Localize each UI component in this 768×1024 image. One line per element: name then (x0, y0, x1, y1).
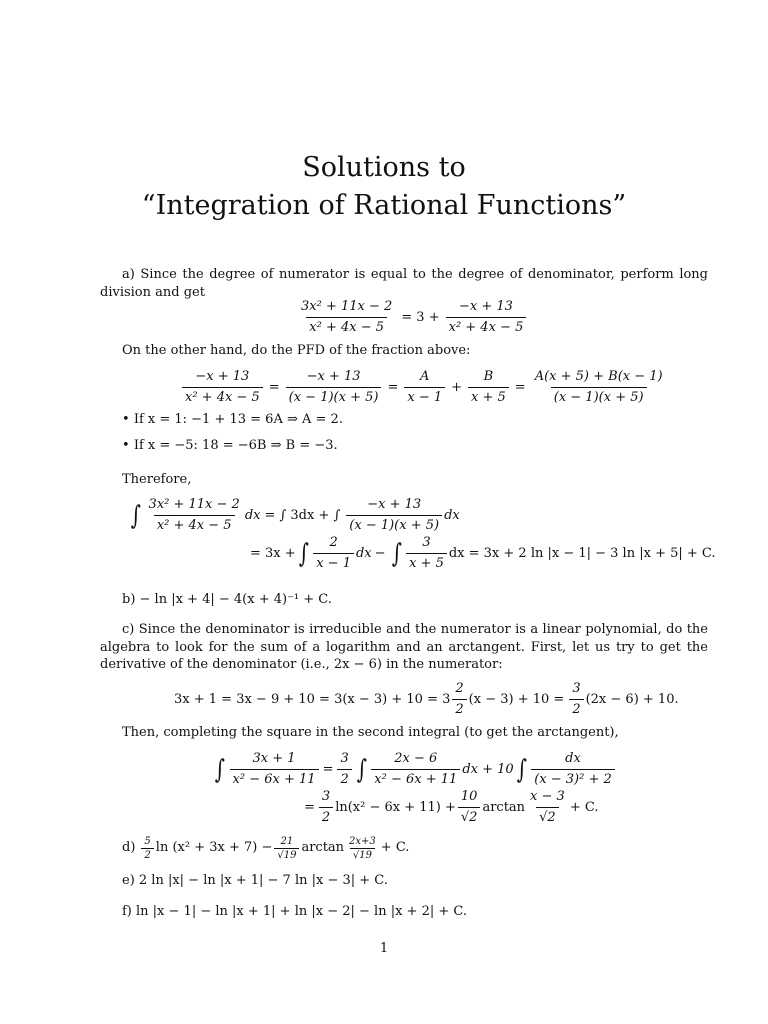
part-a-intro-text: a) Since the degree of numerator is equal to the degree of denominator, perform long division and get (100, 267, 708, 300)
equation-text: ln (x² + 3x + 7) − (155, 840, 273, 856)
part-label: d) (122, 840, 136, 856)
denominator: √19 (350, 848, 375, 861)
denominator: x² + 4x − 5 (154, 515, 235, 535)
part-c-intro-text: c) Since the denominator is irreducible and the numerator is a linear polynomial, do the algebra to look for the sum of a logarithm and an arctangent. First, let us try to get the derivative of the denominator (i.e., 2x − 6) in the numerator: (100, 622, 708, 673)
denominator: x² − 6x + 11 (230, 769, 319, 789)
numerator: 3x² + 11x − 2 (148, 497, 240, 512)
denominator: (x − 1)(x + 5) (286, 387, 382, 407)
numerator: 21 (280, 836, 294, 847)
equation-text: (x − 3) + 10 = (468, 691, 565, 707)
denominator: x² − 6x + 11 (371, 769, 460, 789)
denominator: x² + 4x − 5 (446, 317, 527, 337)
part-f: f) ln |x − 1| − ln |x + 1| + ln |x − 2| − ln |x + 2| + C. (122, 904, 467, 919)
fraction (404, 368, 445, 407)
bullet-text: If x = −5: 18 = −6B ⇒ B = −3. (133, 438, 338, 453)
then-text: Then, completing the square in the second integral (to get the arctangent), (122, 725, 619, 740)
numerator: −x + 13 (306, 369, 361, 384)
equation-text: = 3 + (401, 309, 440, 325)
pfd-text: On the other hand, do the PFD of the fraction above: (122, 343, 471, 358)
equation-text: arctan (301, 840, 345, 856)
equation-text: arctan (482, 799, 526, 815)
fraction (298, 298, 395, 337)
numerator: −x + 13 (195, 369, 250, 384)
fraction (468, 368, 509, 407)
denominator: 2 (141, 848, 153, 861)
bullet-item: • If x = −5: 18 = −6B ⇒ B = −3. (122, 438, 338, 453)
fraction (141, 836, 153, 861)
fraction (286, 368, 382, 407)
dx: dx (444, 507, 460, 523)
equation-text: ln(x² − 6x + 11) + (335, 799, 456, 815)
dx: dx (355, 545, 372, 561)
integral-sign: ∫ (298, 538, 309, 569)
fraction (406, 534, 447, 573)
title-line-1: Solutions to (302, 152, 466, 183)
fraction (182, 368, 263, 407)
fraction (569, 680, 583, 719)
fraction (230, 750, 319, 789)
numerator: 3x² + 11x − 2 (301, 299, 393, 314)
fraction (346, 496, 442, 535)
numerator: −x + 13 (367, 497, 422, 512)
integral-sign: ∫ (391, 538, 402, 569)
fraction (371, 750, 460, 789)
denominator: 2 (569, 699, 583, 719)
equation-text: + C. (380, 840, 410, 856)
equation-result: dx = 3x + 2 ln |x − 1| − 3 ln |x + 5| + C. (448, 545, 716, 561)
numerator: x − 3 (530, 789, 565, 804)
denominator: 2 (452, 699, 466, 719)
fraction (313, 534, 354, 573)
integral-a-line2: = 3x + ∫ $\frac{2}{x - 1}$ dx − ∫ $\frac{3}{x + 5}$ dx = 3x + 2 ln |x − 1| − 3 ln |x + 5| + C. (250, 534, 716, 573)
denominator: √2 (458, 807, 481, 827)
integral-sign: ∫ (214, 754, 225, 785)
title-line-2: “Integration of Rational Functions” (141, 190, 627, 221)
denominator: √2 (536, 807, 559, 827)
equation-text: 3x + 1 = 3x − 9 + 10 = 3(x − 3) + 10 = 3 (174, 691, 451, 707)
integral-c-line2: = $\frac{3}{2}$ ln(x² − 6x + 11) + $\frac{10}{√2}$ arctan $\frac{x - 3}{√2}$ + C. (304, 788, 598, 827)
numerator: 3 (340, 751, 349, 766)
denominator: x − 1 (404, 387, 445, 407)
equation-pfd: $\frac{-x + 13}{\text{x² + 4x − 5}}$ = $\frac{-x + 13}{(x - 1)(x + 5)}$ = $\frac{A}{x - 1}$ + $\frac{B}{x + 5}$ = $\frac{A(x + 5) + B(x - 1)}{(x - 1)(x + 5)}$ (180, 368, 668, 407)
denominator: x² + 4x − 5 (182, 387, 263, 407)
numerator: 3 (422, 535, 431, 550)
denominator: x + 5 (468, 387, 509, 407)
page-number: 1 (379, 941, 389, 956)
numerator: 3x + 1 (252, 751, 296, 766)
integral-sign: ∫ (516, 754, 527, 785)
numerator: 2 (329, 535, 338, 550)
denominator: (x − 1)(x + 5) (551, 387, 647, 407)
fraction (532, 368, 666, 407)
fraction (319, 788, 333, 827)
numerator: 3 (572, 681, 581, 696)
denominator: √19 (274, 848, 299, 861)
numerator: A (420, 369, 430, 384)
numerator: 10 (460, 789, 478, 804)
fraction (452, 680, 466, 719)
equation-c1 (174, 680, 679, 719)
numerator: 2 (455, 681, 464, 696)
equation-text: = ∫ 3dx + ∫ (264, 507, 341, 523)
part-b: b) − ln |x + 4| − 4(x + 4)⁻¹ + C. (122, 592, 332, 607)
integral-a-line1 (128, 496, 460, 535)
bullet-text: If x = 1: −1 + 13 = 6A ⇒ A = 2. (133, 412, 343, 427)
numerator: 5 (144, 836, 151, 847)
denominator: x² + 4x − 5 (306, 317, 387, 337)
equation-text: + C. (569, 799, 599, 815)
denominator: x − 1 (313, 553, 354, 573)
fraction (531, 750, 615, 789)
numerator: A(x + 5) + B(x − 1) (534, 369, 663, 384)
denominator: (x − 3)² + 2 (531, 769, 615, 789)
equation-text: = 3x + (250, 545, 296, 561)
fraction (337, 750, 351, 789)
therefore-text: Therefore, (122, 472, 192, 487)
fraction (527, 788, 568, 827)
numerator: 3 (321, 789, 331, 804)
fraction (458, 788, 481, 827)
denominator: (x − 1)(x + 5) (346, 515, 442, 535)
fraction (446, 298, 527, 337)
dx: dx (244, 507, 261, 523)
numerator: −x + 13 (459, 299, 513, 314)
numerator: dx (565, 751, 581, 766)
equation-a1 (296, 298, 528, 337)
fraction (346, 836, 379, 861)
part-d (122, 836, 409, 861)
integral-sign: ∫ (130, 500, 141, 531)
fraction (274, 836, 299, 861)
denominator: x + 5 (406, 553, 447, 573)
bullet-item: • If x = 1: −1 + 13 = 6A ⇒ A = 2. (122, 412, 343, 427)
numerator: 2x+3 (349, 836, 376, 847)
integral-c-line1: ∫ $\frac{3x + 1}{\text{x² − 6x + 11}}$ = $\frac{3}{2}$ ∫ $\frac{2x - 6}{\text{x² − 6x + 11}}$ dx + 10 ∫ $\frac{dx}{\text{(x − 3)² + 2}}$ (212, 750, 617, 789)
equation-text: dx + 10 (462, 761, 514, 777)
numerator: 2x − 6 (394, 751, 438, 766)
part-e: e) 2 ln |x| − ln |x + 1| − 7 ln |x − 3| + C. (122, 873, 388, 888)
part-a-intro (100, 266, 708, 301)
equation-text: (2x − 6) + 10. (585, 691, 679, 707)
part-c-intro (100, 621, 708, 674)
integral-sign: ∫ (356, 754, 367, 785)
denominator: 2 (319, 807, 333, 827)
numerator: B (483, 369, 494, 384)
fraction (146, 496, 243, 535)
denominator: 2 (337, 769, 351, 789)
